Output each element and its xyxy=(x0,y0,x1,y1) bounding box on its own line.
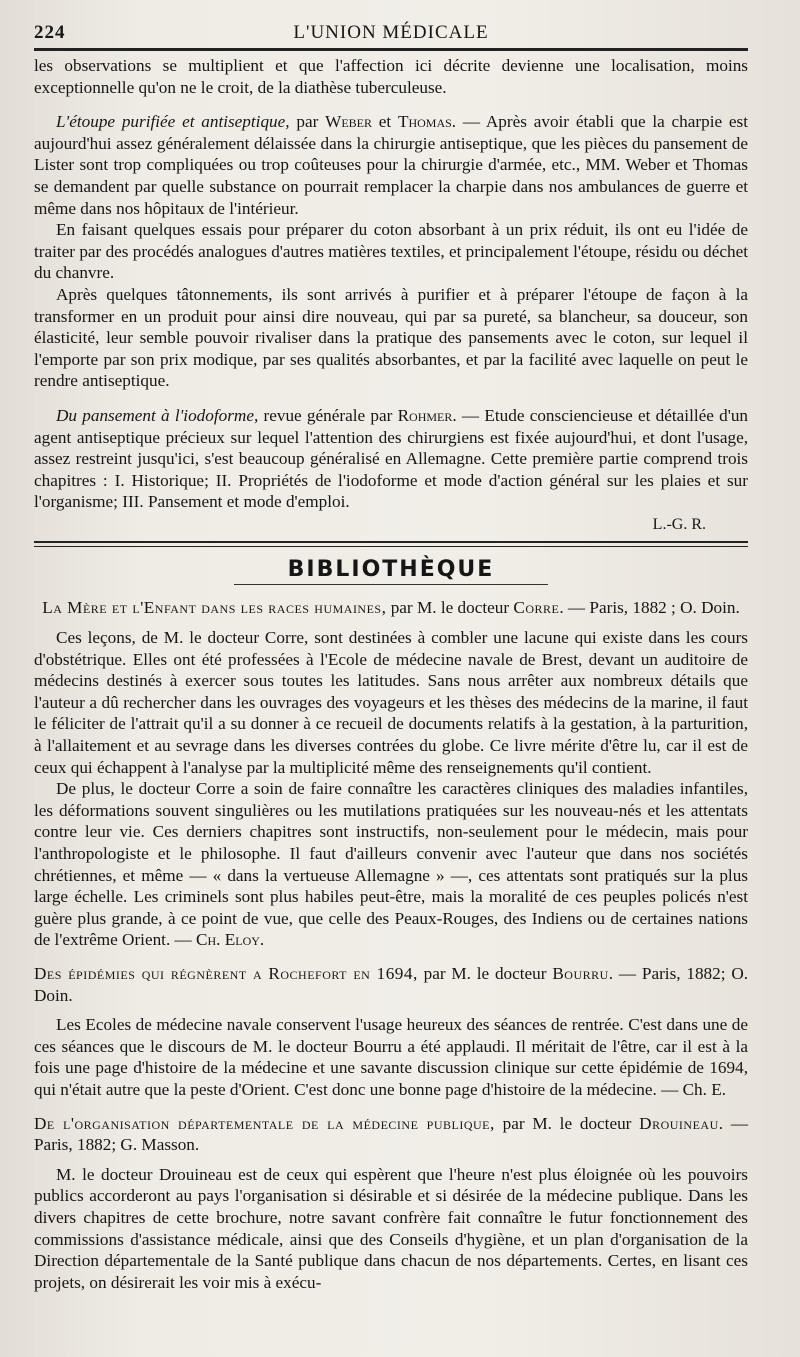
entry-3-author: Drouineau xyxy=(639,1113,719,1133)
etoupe-author-2: Thomas xyxy=(397,112,452,132)
entry-1-by: par M. le docteur xyxy=(390,598,510,618)
iodoforme-title: Du pansement à l'iodoforme, xyxy=(56,405,259,425)
section-title-rule xyxy=(234,584,548,585)
entry-1-paragraph-1: Ces leçons, de M. le docteur Corre, sont destinées à combler une lacune qui existe dans les cours d'obstétrique. Elles ont été professées à l'Ecole de médecine navale de Brest, devant un auditoire de médecins destinés à exercer sous toutes les latitudes. Sans nous arrêter aux nombreux détails que l'auteur a dû rechercher dans les ouvrages des voyageurs et les thèses des médecins de la marine, il faut le féliciter de l'attrait qu'il a su donner à ce recueil de documents relatifs à la gestation, à la parturition, à l'allaitement et au sevrage dans les diverses contrées du globe. Ce livre mérite d'être lu, car il est de ceux qui échappent à l'analyse par la multiplicité même des renseignements qu'il contient. xyxy=(34,628,748,777)
etoupe-title: L'étoupe purifiée et antiseptique, xyxy=(56,112,290,132)
iodoforme-pre-author: revue générale par xyxy=(263,405,393,425)
etoupe-notice xyxy=(34,111,748,392)
entry-3-title: De l'organisation départementale de la médecine publique, xyxy=(34,1113,495,1133)
entry-1-paragraph-2-text: De plus, le docteur Corre a soin de faire connaître les caractères cliniques des maladies infantiles, les déformations souvent singulières ou les mutilations pratiquées sur les nouveau-nés et les attentats contre leur vie. Ces derniers chapitres sont instructifs, non-seulement pour le médecin, mais pour l'anthropologiste et le philosophe. Il faut d'ailleurs convenir avec l'auteur que dans nos sociétés chrétiennes, et même — « dans la vertueuse Allemagne » —, ces attentats sont pratiqués sur la plus large échelle. Les criminels sont plus habiles peut-être, mais la moralité de ces peuples policés n'est guère plus grande, à ce point de vue, que celle des Peaux-Rouges, des Indiens ou de certaines nations de l'extrême Orient. — xyxy=(34,779,748,950)
entry-1-author: Corre xyxy=(513,598,560,618)
section-separator xyxy=(34,541,748,547)
bibliotheque-body xyxy=(34,597,748,1293)
entry-2-heading xyxy=(34,963,748,1006)
entry-3-by: par M. le docteur xyxy=(502,1113,632,1133)
etoupe-by: par xyxy=(296,112,319,132)
entry-2-author: Bourru xyxy=(552,963,609,983)
page-number: 224 xyxy=(34,22,66,43)
iodoforme-signature: L.-G. R. xyxy=(652,515,706,533)
entry-1-title: La Mère et l'Enfant dans les races humaines, xyxy=(42,598,387,618)
entry-1-signature: Ch. Eloy. xyxy=(196,930,265,950)
entry-2-publication: . — Paris, 1882; O. Doin. xyxy=(34,963,749,1005)
entry-3-paragraph-1: M. le docteur Drouineau est de ceux qui espèrent que l'heure n'est plus éloignée où les pouvoirs publics accorderont au pays l'organisation si désirable et si désirée de la médecine publique. Dans les divers chapitres de cette brochure, notre savant confrère fait connaître le futur fonctionnement des commissions d'assistance médicale, ainsi que des Conseils d'hygiène, et un plan d'organisation de la Direction départementale de la Santé publique dans chacun de nos départements. Certes, en lisant ces projets, on désirerait les voir mis à exécu- xyxy=(34,1164,748,1292)
article-body xyxy=(34,55,748,535)
entry-2-paragraph-1: Les Ecoles de médecine navale conservent l'usage heureux des séances de rentrée. C'est dans une de ces séances que le discours de M. le docteur Bourru a été applaudi. Il méritait de l'être, car il est à la fois une page d'histoire de la médecine et une savante discussion clinique sur cette épidémie de 1694, qui n'était autre que la peste d'Orient. C'est donc une bonne page d'histoire de la médecine. — Ch. E. xyxy=(34,1015,748,1099)
header-rule xyxy=(34,48,748,51)
etoupe-paragraph-2: En faisant quelques essais pour préparer du coton absorbant à un prix réduit, ils ont eu l'idée de traiter par des procédés analogues d'autres matières textiles, et principalement l'étoupe, résidu ou déchet du chanvre. xyxy=(34,220,748,283)
etoupe-paragraph-3: Après quelques tâtonnements, ils sont arrivés à purifier et à préparer l'étoupe de façon à la transformer en un produit pour ainsi dire nouveau, qui par sa pureté, sa blancheur, sa douceur, son élasticité, leur semble pouvoir rivaliser dans la pratique des pansements avec le coton, sur lequel il l'emporte par son prix modique, par ses qualités absorbantes, et par la facilité avec laquelle on peut le rendre antiseptique. xyxy=(34,284,748,391)
entry-1-heading xyxy=(34,597,748,619)
journal-title: L'UNION MÉDICALE xyxy=(293,22,489,43)
entry-2-title: Des épidémies qui régnèrent a Rochefort en 1694, xyxy=(34,963,418,983)
etoupe-and: et xyxy=(378,112,392,132)
iodoforme-notice xyxy=(34,405,748,536)
entry-3-heading xyxy=(34,1113,748,1156)
separator-rule-thin xyxy=(34,546,748,547)
separator-rule-thick xyxy=(34,541,748,543)
running-head xyxy=(34,20,748,48)
iodoforme-author: Rohmer xyxy=(397,405,453,425)
etoupe-paragraph-1 xyxy=(34,111,748,219)
entry-1-paragraph-2 xyxy=(34,778,748,951)
intro-paragraph: les observations se multiplient et que l'affection ici décrite devienne une localisation, moins exceptionnelle qu'on ne le croit, de la diathèse tuberculeuse. xyxy=(34,56,748,97)
etoupe-author-1: Weber xyxy=(325,112,372,132)
iodoforme-text: . — Etude consciencieuse et détaillée d'un agent antiseptique précieux sur lequel l'attention des chirurgiens est fixée aujourd'hui, et dont l'usage, assez restreint jusqu'ici, s'est beaucoup généralisé en Allemagne. Cette première partie comprend trois chapitres : I. Historique; II. Propriétés de l'iodoforme et mode d'action général sur les plaies et sur l'organisme; III. Pansement et mode d'emploi. xyxy=(34,405,749,512)
etoupe-text: . — Après avoir établi que la charpie est aujourd'hui assez généralement délaissée dans la chirurgie antiseptique, que les pièces du pansement de Lister sont trop compliquées ou trop coûteuses pour la chirurgie d'armée, etc., MM. Weber et Thomas se demandent par quelle substance on pourrait remplacer la charpie dans nos ambulances de guerre et même dans nos hôpitaux de l'intérieur. xyxy=(34,112,748,218)
iodoforme-paragraph xyxy=(34,405,748,513)
entry-3-publication: . — Paris, 1882; G. Masson. xyxy=(34,1113,749,1155)
entry-2-by: par M. le docteur xyxy=(423,963,547,983)
section-title: BIBLIOTHÈQUE xyxy=(287,557,495,583)
entry-1-publication: . — Paris, 1882 ; O. Doin. xyxy=(559,598,740,618)
